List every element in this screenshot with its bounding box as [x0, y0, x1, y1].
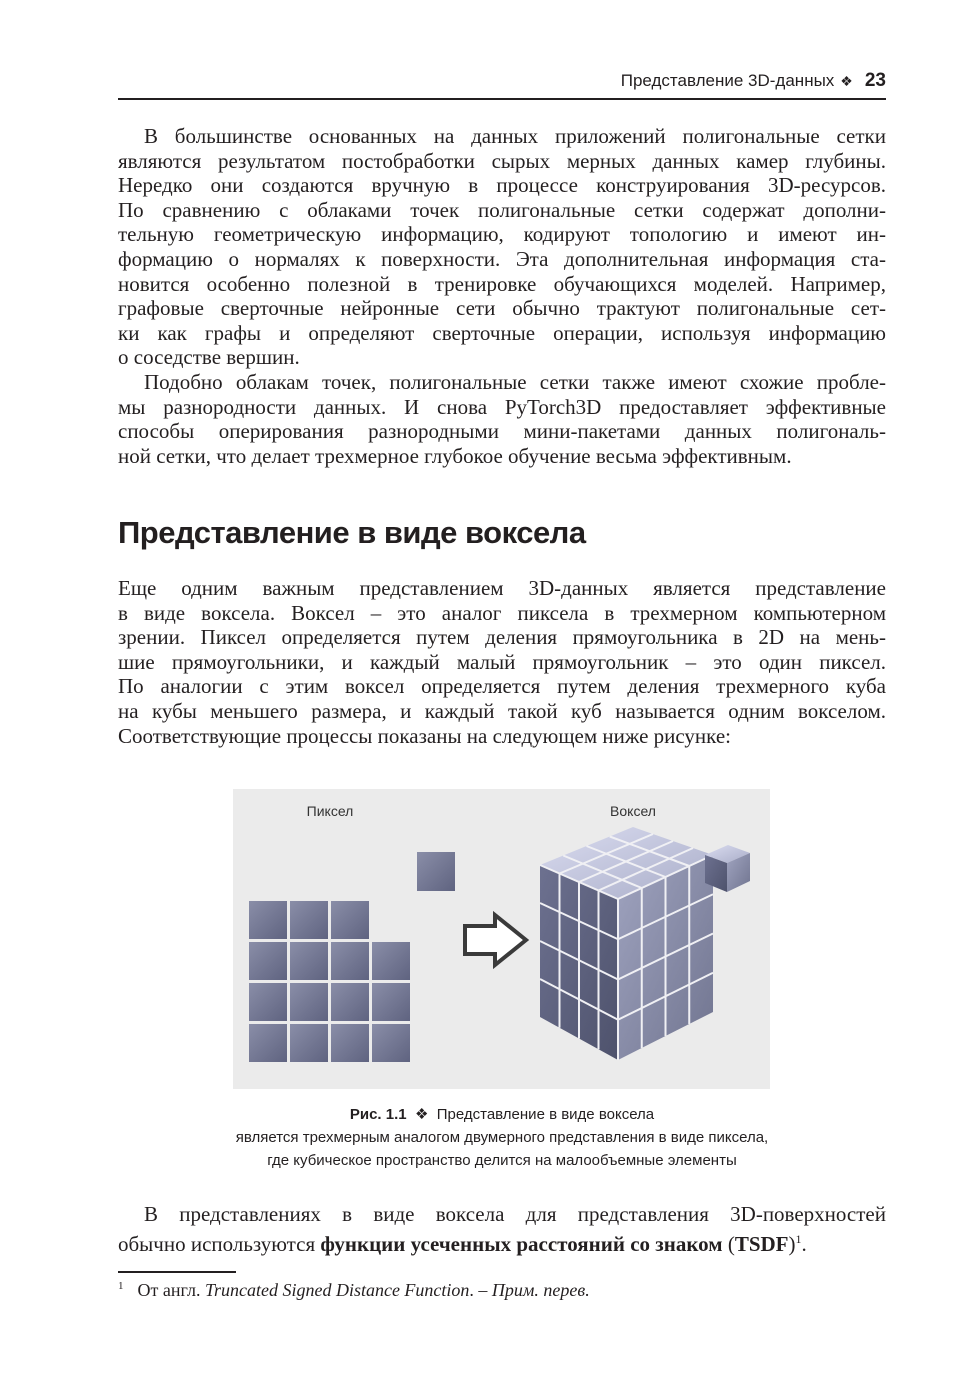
section-heading: Представление в виде воксела [118, 515, 586, 550]
text-span: ) [788, 1231, 796, 1256]
running-title: Представление 3D-данных [620, 71, 835, 90]
text-span: . [801, 1231, 807, 1256]
voxel-label: Воксел [610, 803, 656, 819]
text-line: тельную геометрическую информацию, кодируют топологию и имеют ин- [118, 222, 886, 247]
text-span: . – [469, 1280, 492, 1300]
pixel-grid [249, 901, 410, 1062]
text-line: о соседстве вершин. [118, 345, 300, 370]
italic-text: Truncated Signed Distance Function [204, 1280, 470, 1300]
abbreviation: TSDF [734, 1231, 789, 1256]
ornament-icon: ❖ [840, 73, 853, 89]
running-header [118, 70, 886, 100]
text-line: новится особенно полезной в тренировке обучающихся моделей. Например, [118, 271, 886, 296]
pixel-square [372, 1024, 410, 1062]
text-line: являются результатом постобработки сырых мерных данных камер глубины. [118, 148, 886, 173]
caption-ornament: ❖ [414, 1106, 429, 1123]
pixel-square [249, 942, 287, 980]
text-span: обычно используются [118, 1231, 321, 1256]
text-line: В представлениях в виде воксела для представления 3D-поверхностей [144, 1202, 886, 1226]
text-line: В большинстве основанных на данных приложений полигональные сетки [144, 124, 886, 148]
text-line: Нередко они создаются вручную в процессе конструирования 3D-ресурсов. [118, 173, 886, 198]
pixel-square [290, 983, 328, 1021]
text-line: Подобно облакам точек, полигональные сетки также имеют схожие пробле- [144, 370, 886, 394]
caption-number: Рис. 1.1 [349, 1106, 407, 1123]
figure-caption [118, 1103, 886, 1172]
pixel-square [331, 1024, 369, 1062]
page-number: 23 [864, 70, 886, 91]
text-line: способы оперирования разнородными мини-пакетами данных полигональ- [118, 419, 886, 444]
text-line: мы разнородности данных. И снова PyTorch3D предоставляет эффективные [118, 394, 886, 419]
pixel-square [331, 942, 369, 980]
pixel-square [372, 942, 410, 980]
caption-line: где кубическое пространство делится на малообъемные элементы [267, 1152, 737, 1169]
text-line: шие прямоугольники, и каждый малый прямоугольник – это один пиксел. [118, 649, 886, 674]
paragraph-1 [118, 124, 886, 370]
text-line: графовые сверточные нейронные сети обычно трактуют полигональные сет- [118, 296, 886, 321]
text-line: ки как графы и определяют сверточные операции, используя информацию [118, 320, 886, 345]
footnote-divider [118, 1271, 236, 1273]
figure-voxel-pixel [233, 789, 770, 1089]
footnote [118, 1280, 590, 1301]
pixel-square [249, 1024, 287, 1062]
text-line: По аналогии с этим воксел определяется путем деления трехмерного куба [118, 674, 886, 699]
text-span: ( [722, 1231, 735, 1256]
pixel-square [249, 983, 287, 1021]
text-span: От англ. [137, 1280, 205, 1300]
paragraph-4 [118, 1202, 886, 1256]
voxel-cube [540, 827, 750, 1060]
paragraph-2 [118, 370, 886, 468]
text-line: в виде воксела. Воксел – это аналог пиксела в трехмерном компьютерном [118, 600, 886, 625]
single-pixel [417, 852, 455, 891]
figure-illustration [233, 789, 770, 1089]
text-line: По сравнению с облаками точек полигональные сетки содержат дополни- [118, 197, 886, 222]
caption-line: является трехмерным аналогом двумерного представления в виде пиксела, [235, 1129, 769, 1146]
text-line: Еще одним важным представлением 3D-данных является представление [118, 576, 886, 600]
pixel-square [331, 983, 369, 1021]
text-line: Соответствующие процессы показаны на следующем ниже рисунке: [118, 723, 731, 748]
text-line: зрении. Пиксел определяется путем деления прямоугольника в 2D на мень- [118, 625, 886, 650]
pixel-square [249, 901, 287, 939]
text-line: формацию о нормалях к поверхности. Эта дополнительная информация ста- [118, 246, 886, 271]
pixel-square [372, 983, 410, 1021]
italic-text: Прим. перев. [491, 1280, 590, 1300]
bold-term: функции усеченных расстояний со знаком [320, 1231, 723, 1256]
footnote-marker: 1 [118, 1280, 124, 1292]
pixel-square [290, 901, 328, 939]
pixel-label: Пиксел [306, 803, 354, 819]
paragraph-3 [118, 576, 886, 748]
pixel-square [290, 942, 328, 980]
arrow-right-icon [465, 915, 526, 965]
pixel-square [290, 1024, 328, 1062]
caption-line: Представление в виде воксела [436, 1106, 655, 1123]
pixel-square [331, 901, 369, 939]
text-line: ной сетки, что делает трехмерное глубокое обучение весьма эффективным. [118, 443, 792, 468]
footnote-ref[interactable]: 1 [795, 1231, 802, 1246]
text-line: на кубы меньшего размера, и каждый такой куб называется одним вокселом. [118, 698, 886, 723]
